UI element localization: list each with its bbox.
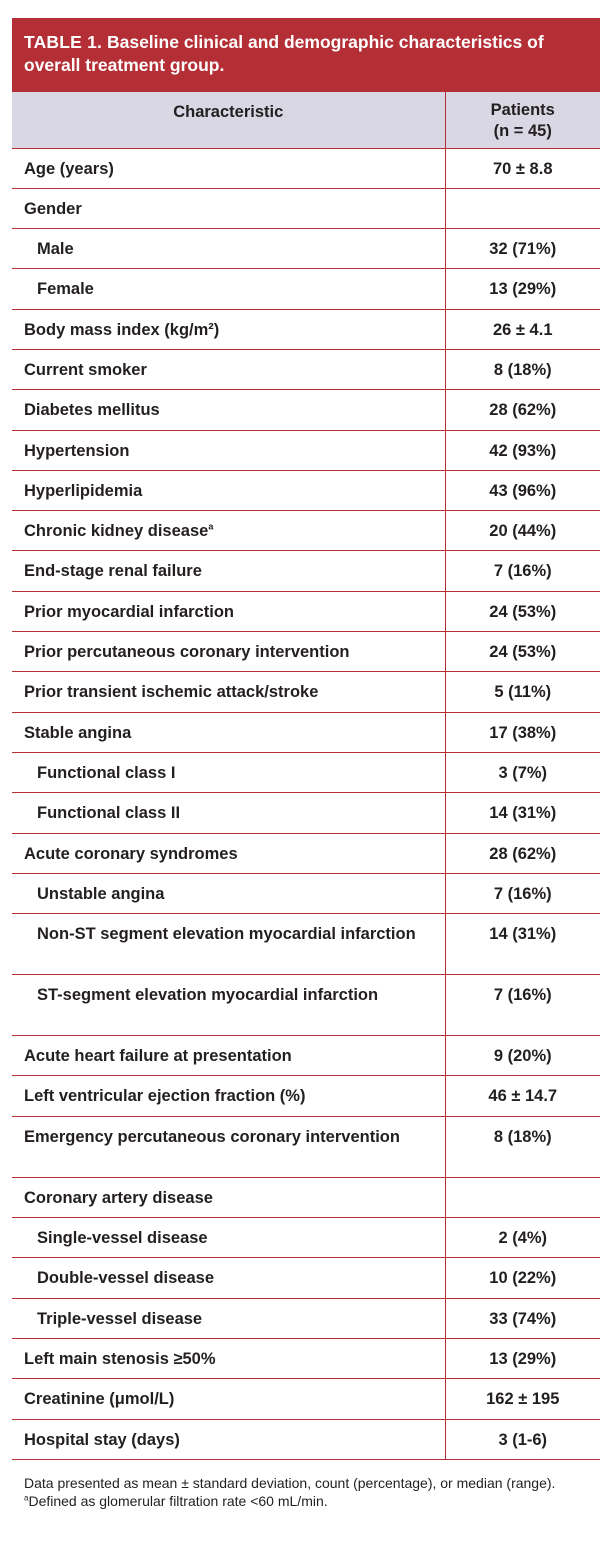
row-value: [445, 632, 600, 672]
row-label: Hyperlipidemia: [24, 481, 143, 500]
row-label: Acute coronary syndromes: [24, 844, 238, 863]
row-value: [445, 1177, 600, 1217]
row-characteristic: [12, 229, 445, 269]
row-label: Creatinine (μmol/L): [24, 1390, 175, 1409]
row-footnote-marker: a: [208, 521, 214, 532]
row-label: Hypertension: [24, 441, 130, 460]
row-label: Left ventricular ejection fraction (%): [24, 1087, 306, 1106]
row-label: Emergency percutaneous coronary intervention: [24, 1127, 400, 1146]
table-row: [12, 1218, 600, 1258]
row-value: [445, 269, 600, 309]
row-label: Functional class I: [37, 763, 176, 782]
table-row: [12, 793, 600, 833]
row-value: [445, 309, 600, 349]
row-value: [445, 1076, 600, 1116]
row-characteristic: [12, 551, 445, 591]
row-value-text: 17 (38%): [489, 723, 557, 742]
row-characteristic: [12, 188, 445, 228]
row-value: [445, 551, 600, 591]
row-characteristic: [12, 712, 445, 752]
row-characteristic: [12, 511, 445, 551]
table-row: [12, 1338, 600, 1378]
row-label: Age (years): [24, 159, 114, 178]
table-row: [12, 511, 600, 551]
row-label: ST-segment elevation myocardial infarction: [37, 986, 379, 1005]
table-row: [12, 1076, 600, 1116]
row-value-text: 7 (16%): [493, 562, 552, 581]
row-value-text: 7 (16%): [493, 884, 552, 903]
row-label: Functional class II: [37, 804, 181, 823]
row-label: Diabetes mellitus: [24, 401, 160, 420]
table-row: [12, 430, 600, 470]
table-row: [12, 470, 600, 510]
table-footnotes: [12, 1460, 600, 1510]
row-label: Hospital stay (days): [24, 1430, 180, 1449]
row-value-text: 8 (18%): [493, 1127, 552, 1146]
table-row: [12, 632, 600, 672]
row-value: [445, 591, 600, 631]
table-body: [12, 148, 600, 1459]
row-value-text: 46 ± 14.7: [488, 1087, 558, 1106]
table-figure: [12, 18, 600, 1548]
row-characteristic: [12, 390, 445, 430]
header-row: [12, 92, 600, 148]
row-characteristic: [12, 349, 445, 389]
row-value: [445, 1218, 600, 1258]
row-value-text: 26 ± 4.1: [492, 320, 553, 339]
row-value-text: 33 (74%): [489, 1309, 557, 1328]
table-row: [12, 1258, 600, 1298]
row-value-text: 9 (20%): [493, 1047, 552, 1066]
row-characteristic: [12, 1298, 445, 1338]
row-label: Stable angina: [24, 723, 132, 742]
row-value: [445, 511, 600, 551]
table-row: [12, 269, 600, 309]
row-characteristic: [12, 752, 445, 792]
row-label: Non-ST segment elevation myocardial infarction: [37, 925, 416, 944]
table-row: [12, 148, 600, 188]
table-row: [12, 672, 600, 712]
row-characteristic: [12, 1258, 445, 1298]
table-row: [12, 390, 600, 430]
footnote-1: Data presented as mean ± standard deviation, count (percentage), or median (range).: [24, 1474, 556, 1491]
footnote-2-marker: a: [24, 1493, 29, 1503]
row-label: Prior transient ischemic attack/stroke: [24, 683, 319, 702]
row-value-text: 10 (22%): [489, 1269, 557, 1288]
row-characteristic: [12, 1177, 445, 1217]
row-value-text: 70 ± 8.8: [492, 159, 553, 178]
row-label: Chronic kidney disease: [24, 522, 209, 541]
row-characteristic: [12, 1076, 445, 1116]
row-value: [445, 833, 600, 873]
row-label: Prior myocardial infarction: [24, 602, 234, 621]
table-row: [12, 1419, 600, 1459]
row-value: [445, 349, 600, 389]
row-value-text: 2 (4%): [498, 1229, 548, 1248]
row-characteristic: [12, 309, 445, 349]
table-row: [12, 1379, 600, 1419]
row-value-text: 20 (44%): [489, 522, 557, 541]
header-patients-line2: (n = 45): [493, 121, 552, 140]
row-characteristic: [12, 1036, 445, 1076]
row-label: Gender: [24, 199, 82, 218]
row-value: [445, 793, 600, 833]
row-value: [445, 672, 600, 712]
row-value-text: 162 ± 195: [486, 1390, 560, 1409]
row-label: Prior percutaneous coronary intervention: [24, 643, 350, 662]
row-value-text: 28 (62%): [489, 401, 557, 420]
row-value: [445, 1419, 600, 1459]
row-value: [445, 1298, 600, 1338]
table-row: [12, 1036, 600, 1076]
row-label: Coronary artery disease: [24, 1188, 213, 1207]
row-characteristic: [12, 1338, 445, 1378]
row-value-text: [452, 189, 595, 198]
header-characteristic: Characteristic: [12, 92, 445, 148]
row-value-text: 14 (31%): [489, 804, 557, 823]
row-value: [445, 1116, 600, 1177]
row-characteristic: [12, 632, 445, 672]
row-characteristic: [12, 975, 445, 1036]
row-value-text: 24 (53%): [489, 602, 557, 621]
characteristics-table: [12, 92, 600, 1460]
row-characteristic: [12, 148, 445, 188]
header-patients: [445, 92, 600, 148]
table-row: [12, 229, 600, 269]
row-characteristic: [12, 430, 445, 470]
table-row: [12, 914, 600, 975]
row-value-text: 3 (1-6): [498, 1430, 548, 1449]
row-value-text: 43 (96%): [489, 481, 557, 500]
table-row: [12, 752, 600, 792]
row-value: [445, 188, 600, 228]
row-value: [445, 752, 600, 792]
row-characteristic: [12, 873, 445, 913]
row-label: Triple-vessel disease: [37, 1309, 203, 1328]
table-row: [12, 975, 600, 1036]
row-characteristic: [12, 914, 445, 975]
table-label: TABLE 1.: [24, 32, 103, 52]
row-label: Male: [37, 240, 74, 259]
table-row: [12, 188, 600, 228]
row-value: [445, 1338, 600, 1378]
row-value-text: 13 (29%): [489, 280, 557, 299]
row-characteristic: [12, 1379, 445, 1419]
table-title: [12, 18, 600, 92]
row-value: [445, 470, 600, 510]
row-value: [445, 975, 600, 1036]
row-label: Single-vessel disease: [37, 1229, 208, 1248]
row-value: [445, 914, 600, 975]
row-value-text: [452, 1178, 595, 1187]
row-characteristic: [12, 672, 445, 712]
row-label: Female: [37, 280, 94, 299]
table-row: [12, 551, 600, 591]
row-value-text: 5 (11%): [494, 683, 552, 702]
row-label: Current smoker: [24, 360, 147, 379]
row-label: Double-vessel disease: [37, 1269, 215, 1288]
row-label: End-stage renal failure: [24, 562, 202, 581]
row-value-text: 28 (62%): [489, 844, 557, 863]
row-value-text: 32 (71%): [489, 240, 557, 259]
row-characteristic: [12, 793, 445, 833]
table-row: [12, 873, 600, 913]
row-characteristic: [12, 470, 445, 510]
header-patients-line1: Patients: [490, 100, 555, 119]
row-characteristic: [12, 1116, 445, 1177]
row-value: [445, 430, 600, 470]
row-value-text: 24 (53%): [489, 643, 557, 662]
table-row: [12, 349, 600, 389]
row-label: Unstable angina: [37, 884, 165, 903]
row-characteristic: [12, 591, 445, 631]
table-row: [12, 1116, 600, 1177]
table-row: [12, 833, 600, 873]
row-label: Left main stenosis ≥50%: [24, 1349, 216, 1368]
table-row: [12, 712, 600, 752]
row-value: [445, 1379, 600, 1419]
row-value: [445, 390, 600, 430]
row-value-text: 14 (31%): [489, 925, 557, 944]
row-value: [445, 873, 600, 913]
table-row: [12, 1298, 600, 1338]
row-label: Acute heart failure at presentation: [24, 1047, 292, 1066]
row-characteristic: [12, 269, 445, 309]
row-value: [445, 1258, 600, 1298]
table-caption: Baseline clinical and demographic characteristics of overall treatment group.: [24, 32, 544, 75]
row-value: [445, 712, 600, 752]
row-characteristic: [12, 1218, 445, 1258]
row-value: [445, 1036, 600, 1076]
row-value-text: 13 (29%): [489, 1349, 557, 1368]
row-characteristic: [12, 1419, 445, 1459]
table-row: [12, 309, 600, 349]
row-label: Body mass index (kg/m²): [24, 320, 220, 339]
row-value-text: 3 (7%): [498, 763, 548, 782]
row-value-text: 7 (16%): [493, 986, 552, 1005]
row-value-text: 8 (18%): [493, 360, 552, 379]
footnote-2-text: Defined as glomerular filtration rate <60 mL/min.: [28, 1492, 328, 1509]
table-row: [12, 1177, 600, 1217]
row-value: [445, 148, 600, 188]
row-value: [445, 229, 600, 269]
table-row: [12, 591, 600, 631]
row-value-text: 42 (93%): [489, 441, 557, 460]
footnote-2: [24, 1492, 588, 1510]
row-characteristic: [12, 833, 445, 873]
